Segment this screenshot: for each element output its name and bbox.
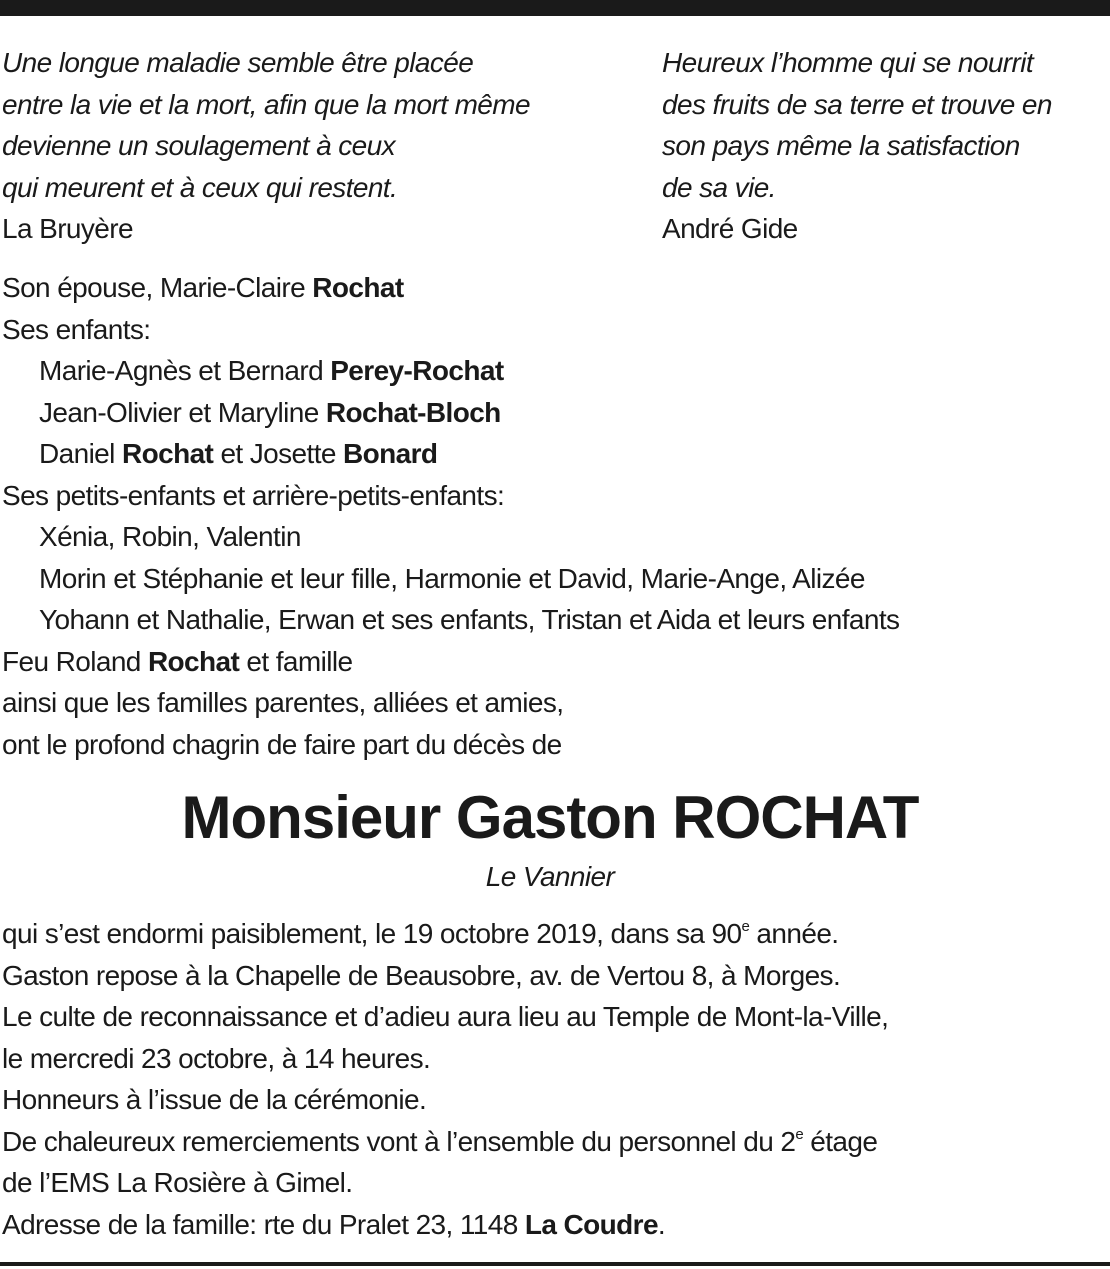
ordinal-suffix: e [741,918,750,935]
epigraph-right-line: des fruits de sa terre et trouve en [662,88,1052,120]
epigraph-left-line: Une longue maladie semble être placée [2,47,474,78]
families-line: ainsi que les familles parentes, alliées et amies, [2,687,564,718]
address-place: La Coudre [524,1208,658,1240]
service-line: Le culte de reconnaissance et d’adieu aura lieu au Temple de Mont-la-Ville, [2,1001,889,1032]
child-names: Marie-Agnès et Bernard [39,355,331,386]
epigraph-left-line: devienne un soulagement à ceux [2,130,395,161]
epigraph-left [2,42,530,250]
late-brother-surname: Rochat [147,645,240,677]
address-period: . [657,1208,666,1240]
bottom-rule [0,1262,1110,1266]
child-partner: et Josette [213,438,344,469]
spouse-name: Son épouse, Marie-Claire [2,272,313,303]
death-text: qui s’est endormi paisiblement, le 19 octobre 2019, dans sa 90 [2,918,742,949]
epigraph-right-author: André Gide [662,213,798,244]
death-line [2,913,1108,955]
grandchildren-line: Morin et Stéphanie et leur fille, Harmonie et David, Marie-Ange, Alizée [39,562,865,594]
children-label: Ses enfants: [2,313,151,345]
grandchildren-line: Yohann et Nathalie, Erwan et ses enfants, Tristan et Aida et leurs enfants [39,604,900,635]
epigraph-left-line: qui meurent et à ceux qui restent. [2,171,398,203]
address-text: Adresse de la famille: rte du Pralet 23, 1148 [2,1208,525,1240]
epigraph-right-line: de sa vie. [662,171,776,203]
child-surname: Rochat-Bloch [325,396,501,428]
child-line [2,392,1108,434]
child-line [2,350,1108,392]
spouse-line [2,267,1108,309]
thanks-line [2,1121,1108,1163]
epigraph-left-author: La Bruyère [2,213,133,244]
child-line [2,433,1108,475]
service-date-line: le mercredi 23 octobre, à 14 heures. [2,1042,431,1074]
deceased-name: Monsieur Gaston ROCHAT [181,784,919,851]
epigraph-right-line: son pays même la satisfaction [662,130,1020,161]
late-brother-name: Feu Roland [2,645,148,677]
top-rule [0,0,1110,16]
grandchildren-line: Xénia, Robin, Valentin [39,521,301,552]
family-list [2,267,1108,765]
epigraph-left-line: entre la vie et la mort, afin que la mort même [2,88,530,120]
death-text-end: année. [749,918,839,949]
child-partner-surname: Bonard [343,438,438,469]
epigraph-right-line: Heureux l’homme qui se nourrit [662,47,1034,78]
thanks-text: De chaleureux remerciements vont à l’ensemble du personnel du 2 [2,1125,796,1157]
grandchildren-label: Ses petits-enfants et arrière-petits-enfants: [2,479,505,511]
honours-line: Honneurs à l’issue de la cérémonie. [2,1084,427,1115]
late-brother-suffix: et famille [239,645,353,677]
rest-line: Gaston repose à la Chapelle de Beausobre, av. de Vertou 8, à Morges. [2,959,841,991]
address-line [2,1204,1108,1246]
epigraph-right [662,42,1052,250]
ordinal-suffix: e [795,1125,804,1143]
spouse-surname: Rochat [312,272,404,303]
late-brother-line [2,641,1108,683]
child-names: Daniel [39,438,122,469]
child-surname: Rochat [121,438,214,469]
deceased-nickname: Le Vannier [485,861,615,892]
announcement-line: ont le profond chagrin de faire part du décès de [2,728,562,760]
funeral-details [2,913,1108,1245]
child-names: Jean-Olivier et Maryline [39,396,326,428]
thanks-line-2: de l’EMS La Rosière à Gimel. [2,1167,353,1198]
child-surname: Perey-Rochat [330,355,504,386]
thanks-text-end: étage [803,1125,878,1157]
